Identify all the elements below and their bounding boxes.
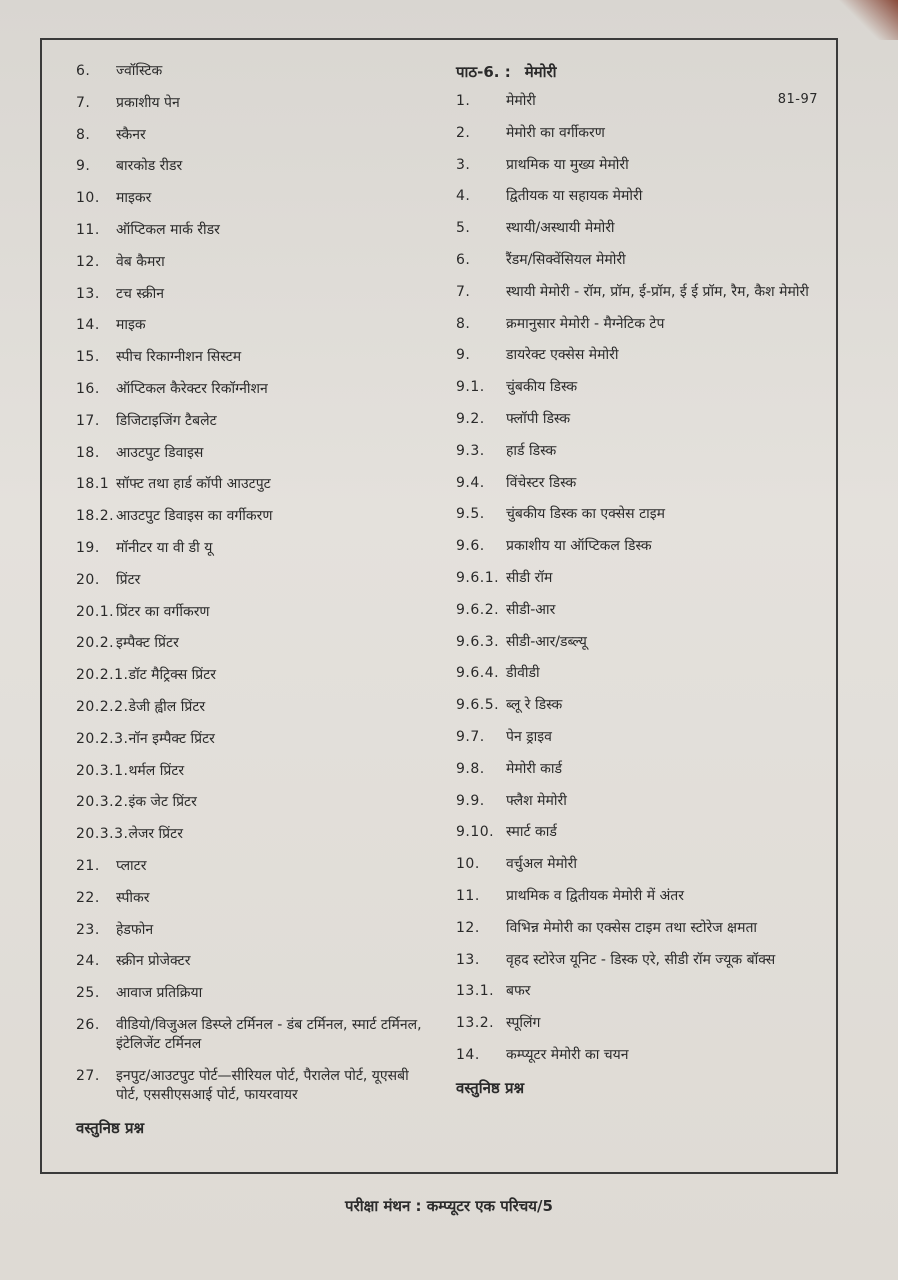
right-objective-heading: वस्तुनिष्ठ प्रश्न xyxy=(456,1078,525,1097)
item-number: 9.5. xyxy=(456,506,485,523)
item-number: 1. xyxy=(456,93,471,109)
item-text: सॉफ्ट तथा हार्ड कॉपी आउटपुट xyxy=(116,476,271,493)
left-objective-heading: वस्तुनिष्ठ प्रश्न xyxy=(76,1118,145,1137)
item-text: सीडी-आर xyxy=(506,601,556,618)
list-item xyxy=(76,94,436,113)
item-number: 9.10. xyxy=(456,824,495,841)
list-item xyxy=(76,221,436,240)
list-item xyxy=(76,603,436,622)
list-item xyxy=(76,921,436,940)
item-text: प्राथमिक या मुख्य मेमोरी xyxy=(506,156,629,173)
item-number: 13.2. xyxy=(456,1015,495,1032)
item-text: वृहद स्टोरेज यूनिट - डिस्क एरे, सीडी रॉम ज्यूक बॉक्स xyxy=(506,951,776,968)
item-text: वेब कैमरा xyxy=(116,253,165,270)
item-number: 26. xyxy=(76,1016,100,1033)
item-text: रैंडम/सिक्वेंसियल मेमोरी xyxy=(506,251,626,268)
item-text: इंक जेट प्रिंटर xyxy=(128,794,197,811)
list-item xyxy=(456,728,828,747)
item-number: 25. xyxy=(76,985,100,1002)
item-number: 9.7. xyxy=(456,728,485,745)
item-text: स्पीच रिकाग्नीशन सिस्टम xyxy=(116,349,242,366)
item-text: टच स्क्रीन xyxy=(116,285,164,302)
item-text: मॉनीटर या वी डी यू xyxy=(116,539,213,556)
left-column xyxy=(76,62,436,1138)
item-number: 7. xyxy=(76,94,91,111)
list-item xyxy=(456,410,828,429)
item-number: 9.3. xyxy=(456,442,485,459)
item-number: 10. xyxy=(76,190,100,207)
right-topic-list xyxy=(456,92,828,1065)
item-text: माइकर xyxy=(116,190,152,207)
list-item xyxy=(456,474,828,493)
list-item xyxy=(456,823,828,842)
list-item xyxy=(456,601,828,620)
item-text: बारकोड रीडर xyxy=(116,158,183,175)
list-item xyxy=(456,887,828,906)
list-item xyxy=(456,124,828,143)
list-item xyxy=(76,507,436,526)
item-text: चुंबकीय डिस्क का एक्सेस टाइम xyxy=(506,506,666,523)
item-number: 9.6.3. xyxy=(456,633,500,650)
item-number: 12. xyxy=(76,253,100,270)
item-number: 14. xyxy=(76,317,100,334)
item-number: 3. xyxy=(456,156,471,173)
item-number: 9.6.2. xyxy=(456,601,500,618)
item-text: डीवीडी xyxy=(506,665,540,682)
list-item xyxy=(76,634,436,653)
list-item xyxy=(76,62,436,81)
list-item xyxy=(76,412,436,431)
list-item xyxy=(76,984,436,1003)
chapter-title: मेमोरी xyxy=(524,63,557,81)
list-item xyxy=(76,444,436,463)
item-number: 9.2. xyxy=(456,410,485,427)
item-text: क्रमानुसार मेमोरी - मैग्नेटिक टेप xyxy=(506,315,665,332)
list-item xyxy=(456,919,828,938)
item-text: हार्ड डिस्क xyxy=(506,442,557,459)
item-number: 18.1 xyxy=(76,476,110,493)
item-number: 11. xyxy=(456,887,480,904)
item-text: माइक xyxy=(116,317,146,334)
list-item xyxy=(76,1067,436,1105)
list-item xyxy=(456,378,828,397)
item-text: डॉट मैट्रिक्स प्रिंटर xyxy=(128,667,216,684)
item-text: बफर xyxy=(506,983,531,1000)
chapter-heading xyxy=(456,62,828,82)
list-item xyxy=(76,126,436,145)
list-item xyxy=(456,664,828,683)
item-number: 9.4. xyxy=(456,474,485,491)
item-text: प्रकाशीय पेन xyxy=(116,94,180,111)
item-number: 20.3.1. xyxy=(76,762,129,779)
item-text: आउटपुट डिवाइस xyxy=(116,444,204,461)
list-item xyxy=(456,1014,828,1033)
item-text: वर्चुअल मेमोरी xyxy=(506,856,578,873)
list-item xyxy=(76,889,436,908)
list-item xyxy=(456,982,828,1001)
list-item xyxy=(76,825,436,844)
item-number: 6. xyxy=(456,251,471,268)
page-corner-shadow xyxy=(838,0,898,40)
list-item xyxy=(76,952,436,971)
list-item xyxy=(456,1046,828,1065)
item-number: 20. xyxy=(76,571,100,588)
item-number: 9.6. xyxy=(456,538,485,555)
item-text: ऑप्टिकल कैरेक्टर रिकॉग्नीशन xyxy=(116,380,268,397)
item-number: 23. xyxy=(76,921,100,938)
item-number: 20.1. xyxy=(76,603,115,620)
item-number: 10. xyxy=(456,856,480,873)
item-text: प्रिंटर का वर्गीकरण xyxy=(116,603,210,620)
item-number: 19. xyxy=(76,539,100,556)
list-item xyxy=(456,537,828,556)
list-item xyxy=(76,1016,436,1054)
list-item xyxy=(456,346,828,365)
item-text: चुंबकीय डिस्क xyxy=(506,379,578,396)
list-item xyxy=(456,442,828,461)
item-text: प्रकाशीय या ऑप्टिकल डिस्क xyxy=(506,538,652,555)
list-item xyxy=(76,730,436,749)
list-item xyxy=(76,475,436,494)
item-number: 15. xyxy=(76,349,100,366)
item-text: फ्लॉपी डिस्क xyxy=(506,410,571,427)
list-item xyxy=(456,569,828,588)
item-number: 7. xyxy=(456,283,471,300)
item-number: 20.2. xyxy=(76,635,115,652)
list-item xyxy=(76,253,436,272)
list-item xyxy=(76,698,436,717)
item-text: कम्प्यूटर मेमोरी का चयन xyxy=(506,1046,629,1063)
item-text: लेजर प्रिंटर xyxy=(128,826,183,843)
item-number: 20.3.2. xyxy=(76,794,129,811)
list-item xyxy=(76,762,436,781)
item-text: स्थायी/अस्थायी मेमोरी xyxy=(506,220,615,237)
list-item xyxy=(456,92,828,111)
item-number: 14. xyxy=(456,1046,480,1063)
item-number: 9.6.4. xyxy=(456,665,500,682)
item-number: 13. xyxy=(76,285,100,302)
item-text: डिजिटाइजिंग टैबलेट xyxy=(116,412,217,429)
list-item xyxy=(456,792,828,811)
item-number: 6. xyxy=(76,63,91,79)
list-item xyxy=(76,857,436,876)
item-number: 9.9. xyxy=(456,792,485,809)
item-number: 5. xyxy=(456,220,471,237)
item-number: 9.1. xyxy=(456,379,485,396)
item-text: डेजी ह्वील प्रिंटर xyxy=(128,698,206,715)
item-text: प्राथमिक व द्वितीयक मेमोरी में अंतर xyxy=(506,887,684,904)
item-text: विंचेस्टर डिस्क xyxy=(506,474,577,491)
list-item xyxy=(456,505,828,524)
item-number: 11. xyxy=(76,221,100,238)
list-item xyxy=(76,316,436,335)
list-item xyxy=(456,315,828,334)
list-item xyxy=(456,219,828,238)
item-number: 17. xyxy=(76,412,100,429)
item-number: 20.3.3. xyxy=(76,826,129,843)
item-number: 9.8. xyxy=(456,760,485,777)
item-number: 16. xyxy=(76,380,100,397)
item-number: 18. xyxy=(76,444,100,461)
item-number: 21. xyxy=(76,857,100,874)
item-text: मेमोरी xyxy=(506,93,536,109)
item-text: इनपुट/आउटपुट पोर्ट—सीरियल पोर्ट, पैरालेल पोर्ट, यूएसबी पोर्ट, एससीएसआई पोर्ट, फायरवायर xyxy=(116,1067,409,1103)
list-item xyxy=(76,380,436,399)
list-item xyxy=(76,666,436,685)
list-item xyxy=(456,283,828,302)
item-text: द्वितीयक या सहायक मेमोरी xyxy=(506,188,643,205)
item-number: 13. xyxy=(456,951,480,968)
item-number: 20.2.3. xyxy=(76,730,129,747)
item-text: डायरेक्ट एक्सेस मेमोरी xyxy=(506,347,619,364)
left-topic-list xyxy=(76,62,436,1105)
list-item xyxy=(76,793,436,812)
item-text: स्क्रीन प्रोजेक्टर xyxy=(116,953,191,970)
item-number: 20.2.1. xyxy=(76,667,129,684)
item-text: स्पूलिंग xyxy=(506,1015,541,1032)
item-number: 13.1. xyxy=(456,983,495,1000)
right-column xyxy=(456,62,828,1098)
list-item xyxy=(76,348,436,367)
list-item xyxy=(456,187,828,206)
item-text: वीडियो/विजुअल डिस्प्ले टर्मिनल - डंब टर्मिनल, स्मार्ट टर्मिनल, इंटेलिजेंट टर्मिनल xyxy=(116,1016,422,1052)
contents-frame xyxy=(40,38,838,1174)
item-text: ब्लू रे डिस्क xyxy=(506,697,563,714)
list-item xyxy=(76,539,436,558)
list-item xyxy=(456,633,828,652)
list-item xyxy=(76,189,436,208)
item-text: प्रिंटर xyxy=(116,571,141,588)
item-text: स्पीकर xyxy=(116,889,150,906)
item-number: 9. xyxy=(76,158,91,175)
item-number: 27. xyxy=(76,1067,100,1084)
list-item xyxy=(76,285,436,304)
item-text: फ्लैश मेमोरी xyxy=(506,792,567,809)
item-text: आवाज प्रतिक्रिया xyxy=(116,985,203,1002)
item-text: हेडफोन xyxy=(116,921,154,938)
list-item xyxy=(76,571,436,590)
chapter-page-range: 81-97 xyxy=(777,92,818,107)
item-text: मेमोरी कार्ड xyxy=(506,760,563,777)
list-item xyxy=(76,157,436,176)
list-item xyxy=(456,760,828,779)
list-item xyxy=(456,696,828,715)
item-number: 2. xyxy=(456,124,471,141)
item-text: सीडी-आर/डब्ल्यू xyxy=(506,633,587,650)
item-number: 12. xyxy=(456,919,480,936)
list-item xyxy=(456,951,828,970)
item-text: स्कैनर xyxy=(116,126,146,143)
list-item xyxy=(456,855,828,874)
item-number: 8. xyxy=(76,126,91,143)
item-number: 9. xyxy=(456,347,471,364)
item-text: विभिन्न मेमोरी का एक्सेस टाइम तथा स्टोरेज क्षमता xyxy=(506,919,758,936)
list-item xyxy=(456,251,828,270)
page-footer: परीक्षा मंथन : कम्प्यूटर एक परिचय/5 xyxy=(345,1197,553,1215)
item-number: 18.2. xyxy=(76,508,115,525)
item-number: 22. xyxy=(76,889,100,906)
item-text: ऑप्टिकल मार्क रीडर xyxy=(116,221,220,238)
item-text: स्मार्ट कार्ड xyxy=(506,824,557,841)
item-number: 24. xyxy=(76,953,100,970)
item-text: प्लाटर xyxy=(116,857,147,874)
list-item xyxy=(456,156,828,175)
chapter-label: पाठ-6. : xyxy=(456,63,511,81)
item-text: थर्मल प्रिंटर xyxy=(128,762,185,779)
item-text: इम्पैक्ट प्रिंटर xyxy=(116,635,179,652)
item-text: नॉन इम्पैक्ट प्रिंटर xyxy=(128,730,215,747)
item-number: 9.6.1. xyxy=(456,569,500,586)
item-text: स्थायी मेमोरी - रॉम, प्रॉम, ई-प्रॉम, ई ई प्रॉम, रैम, कैश मेमोरी xyxy=(506,283,809,300)
item-number: 8. xyxy=(456,315,471,332)
item-number: 20.2.2. xyxy=(76,698,129,715)
item-text: आउटपुट डिवाइस का वर्गीकरण xyxy=(116,508,273,525)
item-text: सीडी रॉम xyxy=(506,569,553,586)
item-text: ज्वॉस्टिक xyxy=(116,63,163,79)
item-number: 9.6.5. xyxy=(456,697,500,714)
item-number: 4. xyxy=(456,188,471,205)
item-text: पेन ड्राइव xyxy=(506,728,552,745)
item-text: मेमोरी का वर्गीकरण xyxy=(506,124,605,141)
